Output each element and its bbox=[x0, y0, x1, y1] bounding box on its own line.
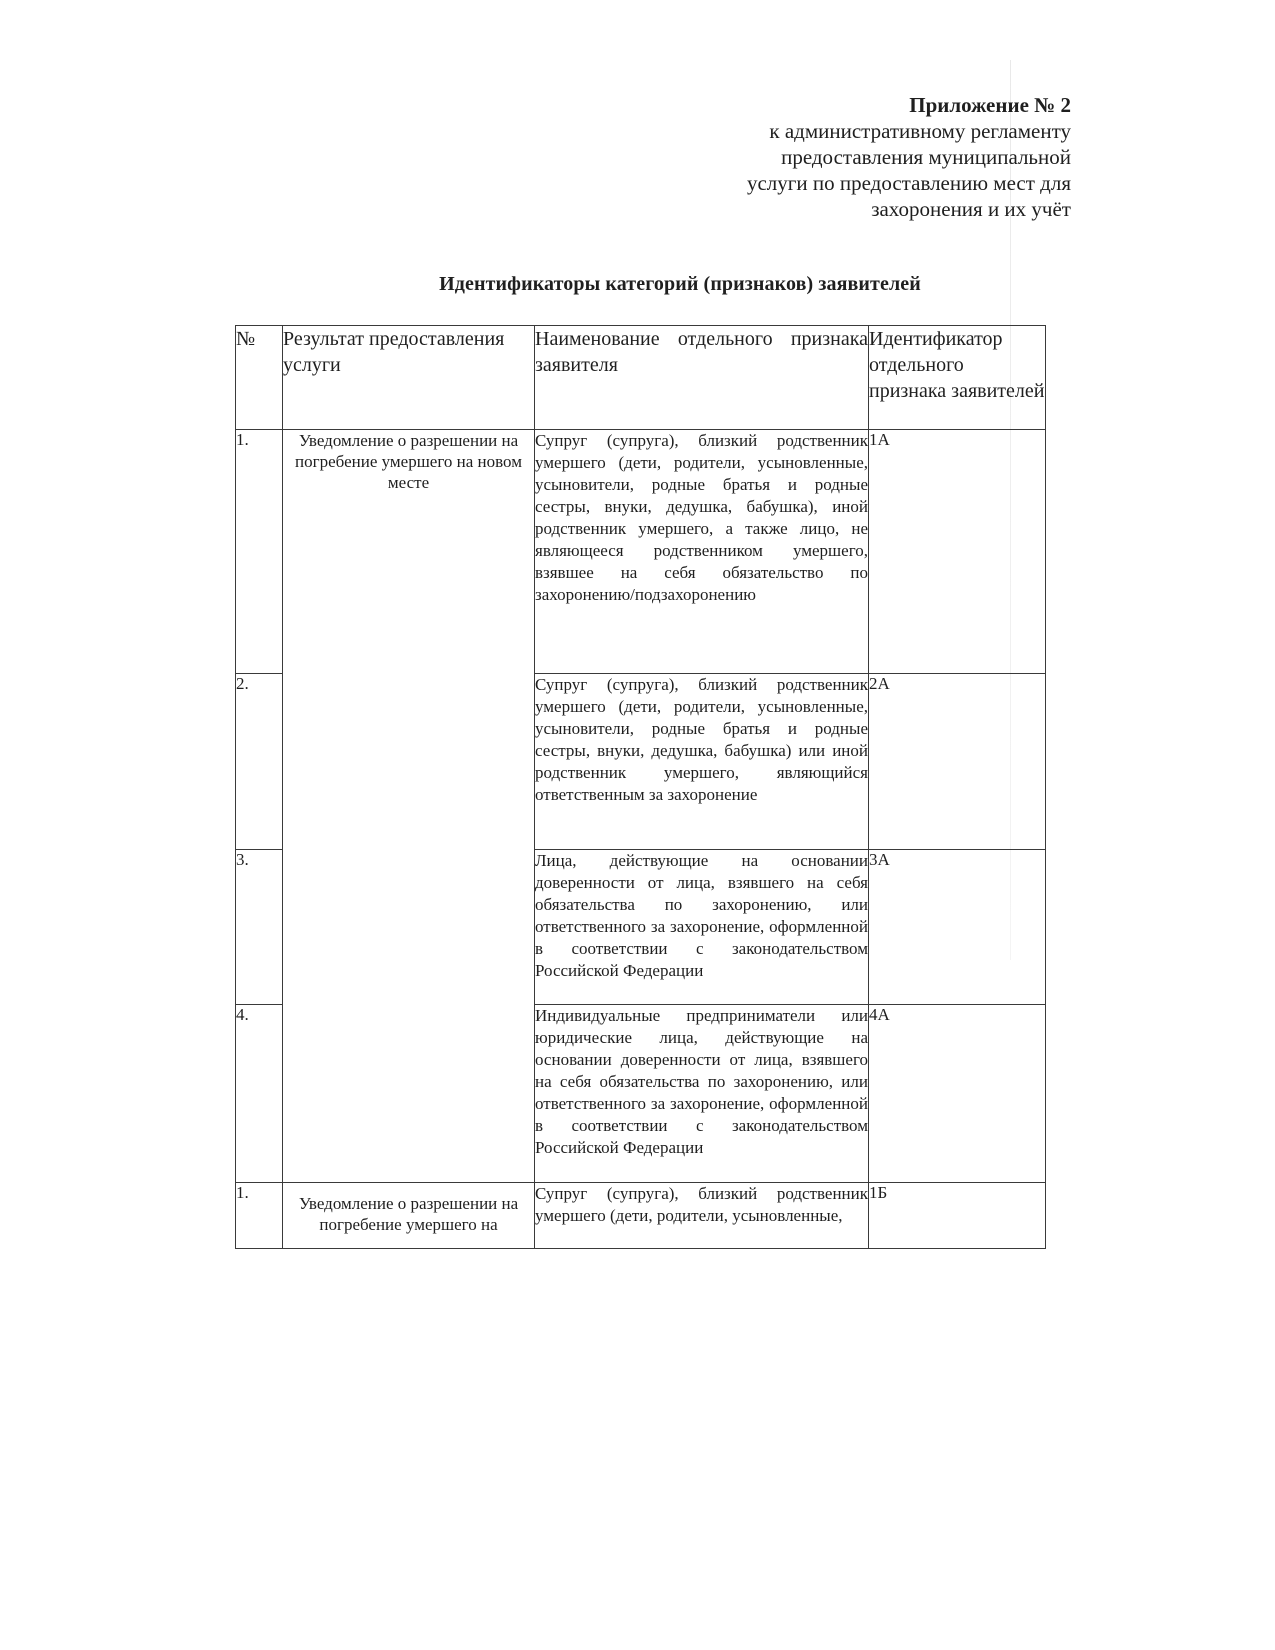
table-header-row bbox=[236, 326, 1046, 430]
attribute-description: Супруг (супруга), близкий родственник умершего (дети, родители, усыновленные, bbox=[535, 1183, 869, 1249]
identifier-value: 1Б bbox=[869, 1183, 1046, 1249]
row-number: 2. bbox=[236, 674, 283, 850]
row-number: 1. bbox=[236, 1183, 283, 1249]
table-row bbox=[236, 1183, 1046, 1249]
identifier-value: 3А bbox=[869, 850, 1046, 1005]
result-cell-group-b: Уведомление о разрешении на погребение умершего на bbox=[283, 1183, 535, 1249]
attribute-description: Супруг (супруга), близкий родственник умершего (дети, родители, усыновленные, усыновители, родные братья и родные сестры, внуки, дедушка, бабушка) или иной родственник умершего, являющийся ответственным за захоронение bbox=[535, 674, 869, 850]
attribute-description: Индивидуальные предприниматели или юридические лица, действующие на основании доверенности от лица, взявшего на себя обязательства по захоронению, или ответственного за захоронение, оформленной в соответствии с законодательством Российской Федерации bbox=[535, 1005, 869, 1183]
table-row bbox=[236, 430, 1046, 674]
identifier-value: 4А bbox=[869, 1005, 1046, 1183]
document-title: Идентификаторы категорий (признаков) заявителей bbox=[439, 273, 921, 295]
appendix-line: предоставления муниципальной bbox=[781, 145, 1071, 169]
row-number: 1. bbox=[236, 430, 283, 674]
column-header-identifier: Идентификатор отдельного признака заявителей bbox=[869, 326, 1046, 430]
attribute-description: Супруг (супруга), близкий родственник умершего (дети, родители, усыновленные, усыновители, родные братья и родные сестры, внуки, дедушка, бабушка), иной родственник умершего, а также лицо, не являющееся родственником умершего, взявшее на себя обязательство по захоронению/подзахоронению bbox=[535, 430, 869, 674]
appendix-line: к административному регламенту bbox=[769, 119, 1071, 143]
appendix-line: захоронения и их учёт bbox=[871, 197, 1071, 221]
identifier-value: 1А bbox=[869, 430, 1046, 674]
row-number: 3. bbox=[236, 850, 283, 1005]
column-header-attribute-name: Наименование отдельного признака заявителя bbox=[535, 326, 869, 430]
appendix-header bbox=[651, 92, 1071, 222]
attribute-description: Лица, действующие на основании доверенности от лица, взявшего на себя обязательства по захоронению, или ответственного за захоронение, оформленной в соответствии с законодательством Российской Федерации bbox=[535, 850, 869, 1005]
column-header-number: № bbox=[236, 326, 283, 430]
applicant-identifiers-table bbox=[235, 325, 1046, 1249]
identifier-value: 2А bbox=[869, 674, 1046, 850]
appendix-number: Приложение № 2 bbox=[909, 93, 1071, 117]
row-number: 4. bbox=[236, 1005, 283, 1183]
result-cell-group-a: Уведомление о разрешении на погребение умершего на новом месте bbox=[283, 430, 535, 1183]
appendix-line: услуги по предоставлению мест для bbox=[746, 171, 1071, 195]
column-header-result: Результат предоставления услуги bbox=[283, 326, 535, 430]
